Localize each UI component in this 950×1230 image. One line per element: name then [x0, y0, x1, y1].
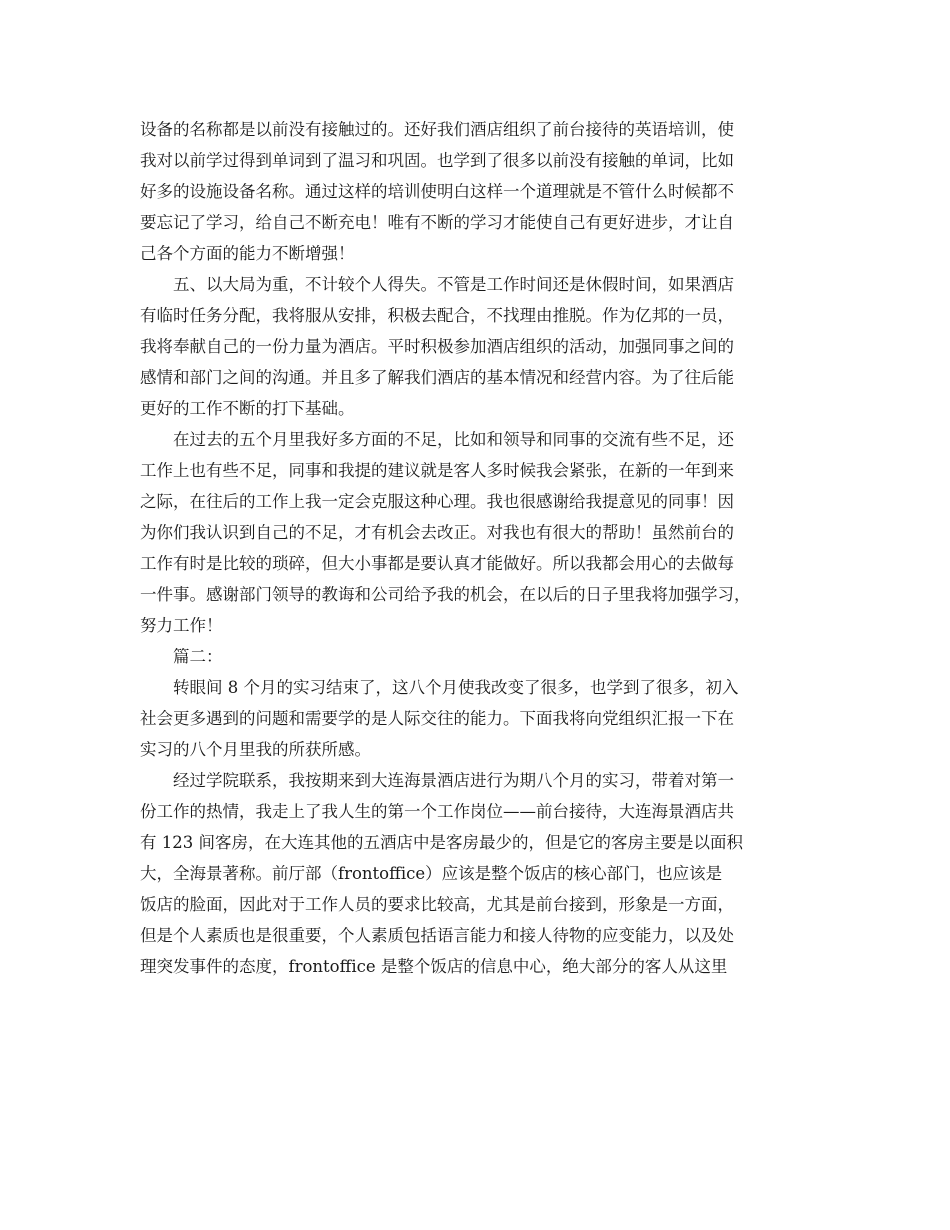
text-line: 在过去的五个月里我好多方面的不足，比如和领导和同事的交流有些不足，还	[173, 430, 734, 449]
text-line: 工作上也有些不足，同事和我提的建议就是客人多时候我会紧张，在新的一年到来	[140, 461, 734, 480]
text-line: 设备的名称都是以前没有接触过的。还好我们酒店组织了前台接待的英语培训，使	[140, 120, 734, 139]
text-line: 有临时任务分配，我将服从安排，积极去配合，不找理由推脱。作为亿邦的一员，	[140, 306, 734, 325]
text-line: 一件事。感谢部门领导的教诲和公司给予我的机会，在以后的日子里我将加强学习，	[140, 585, 751, 604]
text-line: 实习的八个月里我的所获所感。	[140, 740, 371, 759]
text-line: 努力工作！	[140, 616, 223, 635]
text-line: 感情和部门之间的沟通。并且多了解我们酒店的基本情况和经营内容。为了往后能	[140, 368, 734, 387]
text-line: 大，全海景著称。前厅部（frontoffice）应该是整个饭店的核心部门，也应该是	[140, 864, 723, 883]
text-line: 更好的工作不断的打下基础。	[140, 399, 355, 418]
text-line: 社会更多遇到的问题和需要学的是人际交往的能力。下面我将向党组织汇报一下在	[140, 709, 734, 728]
text-line: 五、以大局为重，不计较个人得失。不管是工作时间还是休假时间，如果酒店	[173, 275, 734, 294]
text-line: 我将奉献自己的一份力量为酒店。平时积极参加酒店组织的活动，加强同事之间的	[140, 337, 734, 356]
text-line: 经过学院联系，我按期来到大连海景酒店进行为期八个月的实习，带着对第一	[173, 771, 734, 790]
text-line: 好多的设施设备名称。通过这样的培训使明白这样一个道理就是不管什么时候都不	[140, 182, 734, 201]
text-line: 份工作的热情，我走上了我人生的第一个工作岗位——前台接待，大连海景酒店共	[140, 802, 734, 821]
text-line: 转眼间 8 个月的实习结束了，这八个月使我改变了很多，也学到了很多，初入	[173, 678, 739, 697]
text-line: 饭店的脸面，因此对于工作人员的要求比较高，尤其是前台接到，形象是一方面，	[140, 895, 734, 914]
text-line: 但是个人素质也是很重要，个人素质包括语言能力和接人待物的应变能力，以及处	[140, 926, 734, 945]
text-line: 理突发事件的态度，frontoffice 是整个饭店的信息中心，绝大部分的客人从这里	[140, 957, 728, 976]
text-line: 有 123 间客房，在大连其他的五酒店中是客房最少的，但是它的客房主要是以面积	[140, 833, 743, 852]
document-body	[140, 114, 830, 982]
text-line: 工作有时是比较的琐碎，但大小事都是要认真才能做好。所以我都会用心的去做每	[140, 554, 734, 573]
text-line: 己各个方面的能力不断增强！	[140, 244, 355, 263]
text-line: 之际，在往后的工作上我一定会克服这种心理。我也很感谢给我提意见的同事！因	[140, 492, 734, 511]
text-line: 要忘记了学习，给自己不断充电！唯有不断的学习才能使自己有更好进步，才让自	[140, 213, 734, 232]
text-line: 为你们我认识到自己的不足，才有机会去改正。对我也有很大的帮助！虽然前台的	[140, 523, 734, 542]
text-line: 我对以前学过得到单词到了温习和巩固。也学到了很多以前没有接触的单词，比如	[140, 151, 734, 170]
text-line: 篇二：	[173, 647, 223, 666]
